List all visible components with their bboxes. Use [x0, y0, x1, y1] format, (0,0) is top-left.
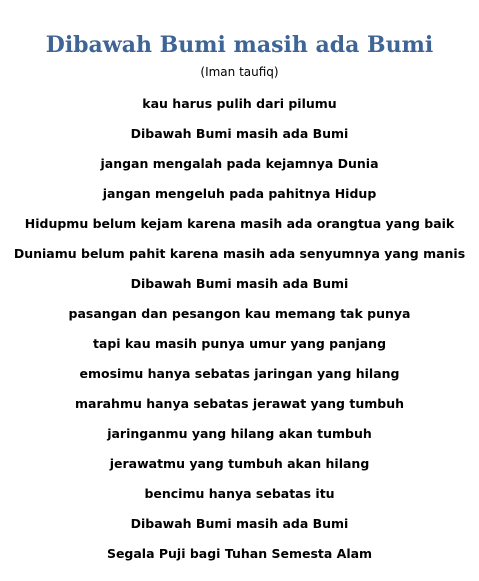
- poem-line: kau harus pulih dari pilumu: [142, 96, 337, 111]
- poem-line: marahmu hanya sebatas jerawat yang tumbuh: [74, 396, 404, 411]
- poem-line: jangan mengeluh pada pahitnya Hidup: [102, 186, 377, 201]
- poem-line: Dibawah Bumi masih ada Bumi: [130, 276, 349, 291]
- poem-line: Dibawah Bumi masih ada Bumi: [130, 516, 349, 531]
- poem-line: jangan mengalah pada kejamnya Dunia: [100, 156, 379, 171]
- poem-author: (Iman taufiq): [200, 65, 279, 79]
- poem-line: Duniamu belum pahit karena masih ada senyumnya yang manis: [13, 246, 466, 261]
- poem-line: jaringanmu yang hilang akan tumbuh: [107, 426, 372, 441]
- poem-line: Segala Puji bagi Tuhan Semesta Alam: [106, 546, 373, 561]
- poem-line: Hidupmu belum kejam karena masih ada orangtua yang baik: [24, 216, 455, 231]
- poem-line: bencimu hanya sebatas itu: [144, 486, 335, 501]
- poem-line: emosimu hanya sebatas jaringan yang hilang: [79, 366, 400, 381]
- poem-body: [0, 93, 479, 573]
- poem-line: Dibawah Bumi masih ada Bumi: [130, 126, 349, 141]
- poem-line: pasangan dan pesangon kau memang tak punya: [68, 306, 411, 321]
- poem-line: tapi kau masih punya umur yang panjang: [92, 336, 387, 351]
- poem-title: Dibawah Bumi masih ada Bumi: [45, 32, 434, 58]
- poem-line: jerawatmu yang tumbuh akan hilang: [109, 456, 370, 471]
